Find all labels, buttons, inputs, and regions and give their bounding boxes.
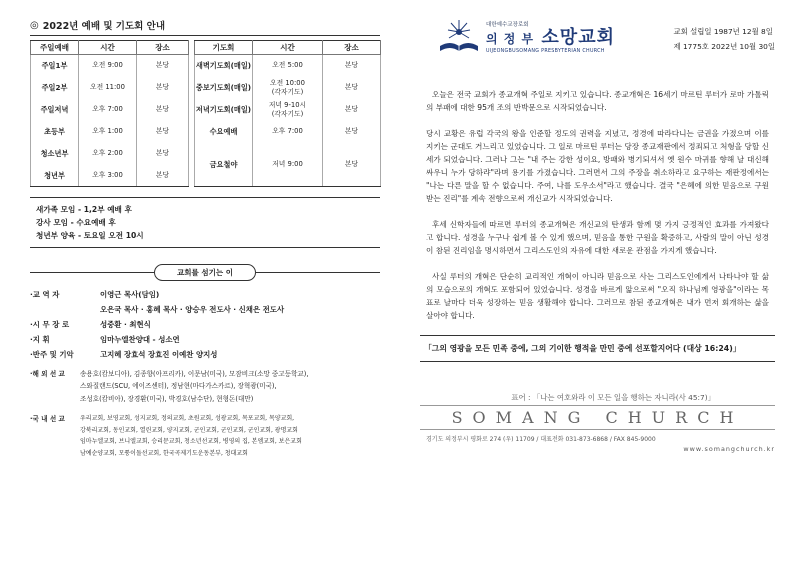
left-column bbox=[30, 18, 380, 460]
paragraph: 오늘은 전국 교회가 종교개혁 주일로 지키고 있습니다. 종교개혁은 16세기 마르틴 루터가 로마 가톨릭의 부패에 대한 95개 조의 반박문으로 시작되었습니다. bbox=[426, 90, 769, 112]
header-cell: 장소 bbox=[137, 41, 189, 55]
right-column bbox=[420, 18, 775, 453]
serve-title: 교회를 섬기는 이 bbox=[154, 264, 256, 281]
serve-header bbox=[30, 264, 380, 281]
table-row: 청년부 오후 3:00 본당 bbox=[31, 165, 381, 187]
schedule-title: ◎ 2022년 예배 및 기도회 안내 bbox=[30, 18, 380, 36]
table-row: 청소년부 오후 2:00 본당 금요철야 저녁 9:00 본당 bbox=[31, 143, 381, 165]
header-cell: 시간 bbox=[79, 41, 137, 55]
table-row: 초등부 오후 1:00 본당 수요예배 오후 7:00 본당 bbox=[31, 121, 381, 143]
header-cell: 장소 bbox=[323, 41, 381, 55]
header-cell: 주일예배 bbox=[31, 41, 79, 55]
motto: 표어 : 「나는 여호와라 이 모든 일을 행하는 자니라(사 45:7)」 bbox=[511, 393, 715, 402]
missions-list: ·해 외 선 교 송용호(캄보디아), 김종향(아프리카), 이문남(미국), 모잠비크(소망 중고등학교), 스와질랜드(SCU, 에이즈센터), 정남현(마다가스카르), 장혁광(미국), 조성호(캄비아), 장경환(미국), 박경호(남수단), 현형돈(대만) ·국 내 선 교 우리교회, 보영교회, 성지교회, 정의교회, 초원교회, 성광교회, 목포교회, 목양교회, 강북리교회, 동인교회, 열린교회, 양지교회, 군인교회, 군인교회, 군인교회, 광명교회 임마누엘교회, 브니엘교회, 승리문교회, 청소년선교회, 병영의 집, 본엠교회, 보은교회 남예순양교회, 모퉁이돌선교회, 한국곡제기도운동본부, 청대교회 bbox=[30, 370, 309, 457]
paragraph: 당시 교황은 유럽 각국의 왕을 인준할 정도의 권력을 지녔고, 정경에 따라다니는 금권을 가졌으며 이를 지키는 군대도 거느리고 있었습니다. 그 일로 마르틴 루터는 당장 종교재판에서 정죄되고 처형을 당할 신세가 되었습니다. 그러나 그는 "내 주는 강한 성이요, 방패와 병기되셔서 옛 원수 마귀를 향해 날 대신해 싸우니 누가 당하랴"라며 용기를 가졌습니다. 그러면서 그의 주장을 취소하라고 요구하는 재판정에서는 "나는 다른 말을 할 수 없습니다. 주여, 나를 도우소서"라고 했습니다. 결국 "은혜에 의한 믿음으로 구원받는 진리"를 계속 전향으로써 개신교가 시작되었습니다. bbox=[426, 129, 769, 203]
paragraph: 사실 루터의 개혁은 단순히 교리적인 개혁이 아니라 믿음으로 사는 그리스도인에게서 나타나야 할 삶의 모습으로의 개혁도 포함되어 있었습니다. 성경을 바르게 앎으로써 "오직 하나님께 영광을"이라는 목표로 날마다 더욱 성장하는 믿음 생활해야 합니다. 그러므로 참된 종교개혁은 내가 먼저 회개하는 삶을 살아야 합니다. bbox=[426, 272, 769, 320]
issue-meta: 교회 설립일 1987년 12월 8일 제 1775호 2022년 10월 30일 bbox=[673, 27, 775, 51]
church-name: 대한예수교장로회 의 정 부 소망교회 UIJEONGBUSOMANG PRESBYTERIAN CHURCH bbox=[486, 22, 615, 54]
staff-list: ·교 역 자 이영근 목사(담임) 오은국 목사 · 홍혜 목사 · 양승우 전도사 · 신채은 전도사 ·시 무 장 로 성중환 · 최현식 ·지 휘 임마누엘찬양대 - 성소연 ·반주 및 기악 고지혜 장효석 장효진 이예찬 양지성 bbox=[30, 290, 285, 359]
meeting-item: 새가족 모임 - 1,2부 예배 후 bbox=[36, 205, 132, 214]
meeting-item: 청년부 양육 - 토요일 오전 10시 bbox=[36, 231, 144, 240]
website-link[interactable]: www.somangchurch.kr bbox=[683, 445, 775, 453]
brand-wordmark: SOMANG CHURCH bbox=[420, 405, 775, 430]
sermon-body bbox=[420, 88, 775, 322]
schedule-table bbox=[30, 40, 381, 187]
paragraph: 후세 신학자들에 따르면 루터의 종교개혁은 개신교의 탄생과 함께 몇 가지 긍정적인 효과를 가져왔다고 합니다. 성경을 누구나 쉽게 볼 수 있게 했으며, 믿음을 통한 구원을 확증하고, 사람의 말이 아닌 성경이 참된 진리임을 명시하면서 그리스도인의 자유에 대한 새로운 관점을 가지게 했습니다. bbox=[426, 220, 769, 255]
church-logo-icon bbox=[436, 18, 482, 58]
address: 경기도 의정부시 평화로 274 (우) 11709 / 대표전화 031-873-6868 / FAX 845-9000 bbox=[426, 436, 656, 443]
meeting-item: 강사 모임 - 수요예배 후 bbox=[36, 218, 116, 227]
header-cell: 기도회 bbox=[195, 41, 253, 55]
meetings-box bbox=[30, 197, 380, 248]
header-cell: 시간 bbox=[253, 41, 323, 55]
table-row: 주일1부 오전 9:00 본당 새벽기도회(매일) 오전 5:00 본당 bbox=[31, 55, 381, 77]
double-circle-icon: ◎ bbox=[30, 19, 39, 31]
scripture-verse: 「그의 영광을 모든 민족 중에, 그의 기이한 행적을 만민 중에 선포할지어다 (대상 16:24)」 bbox=[420, 335, 775, 362]
table-row: 주일저녁 오후 7:00 본당 저녁기도회(매일) 저녁 9-10시 (각자기도) 본당 bbox=[31, 99, 381, 121]
schedule-header-row bbox=[31, 41, 381, 55]
table-row: 주일2부 오전 11:00 본당 중보기도회(매일) 오전 10:00 (각자기도) 본당 bbox=[31, 77, 381, 99]
masthead bbox=[420, 18, 775, 58]
